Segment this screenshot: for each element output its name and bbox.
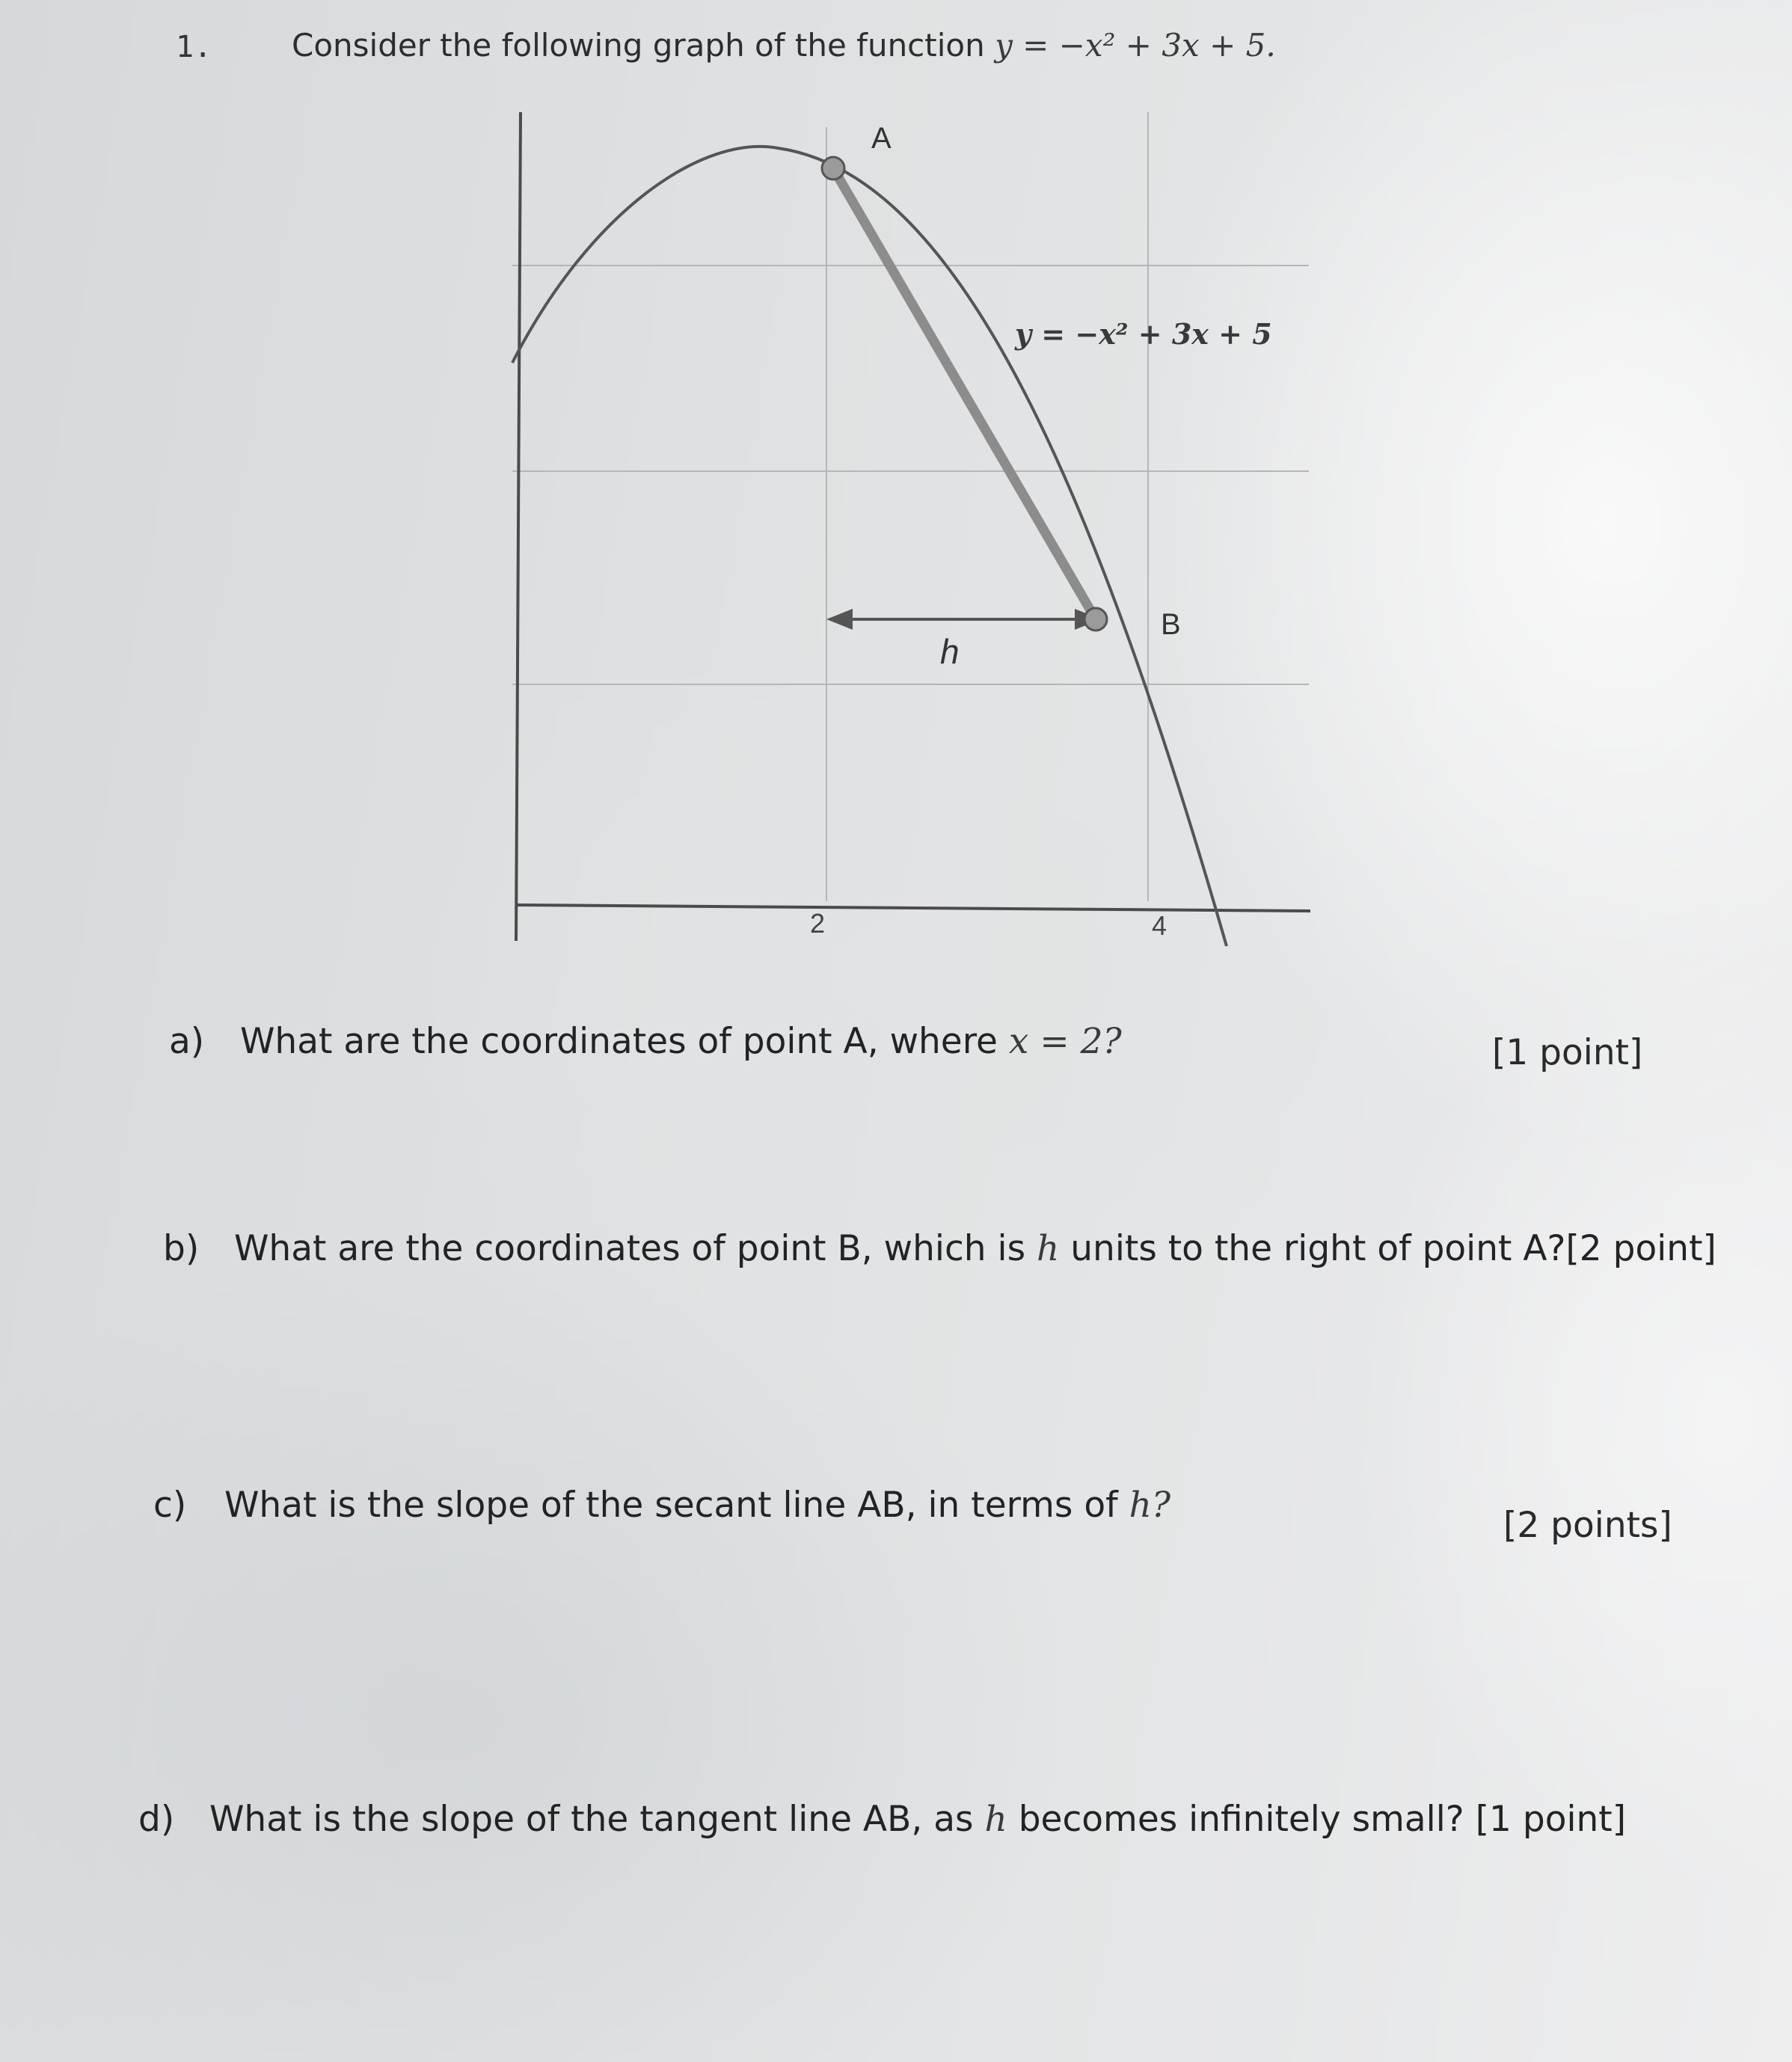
y-axis	[516, 112, 521, 941]
part-c-label: c)	[153, 1485, 187, 1526]
x-tick-label-2: 2	[810, 908, 826, 939]
part-c	[153, 1485, 1170, 1526]
part-d	[138, 1799, 1626, 1840]
part-b-text-suffix: units to the right of point A?[2 point]	[1070, 1228, 1716, 1269]
h-label: h	[940, 632, 960, 671]
part-c-points: [2 points]	[1503, 1505, 1672, 1546]
graph-axes	[516, 112, 1310, 941]
x-tick-label-4: 4	[1152, 910, 1167, 941]
point-b-marker	[1084, 608, 1107, 630]
part-a	[169, 1021, 1122, 1062]
x-axis	[516, 905, 1310, 911]
secant-line	[833, 168, 1096, 619]
part-a-text: What are the coordinates of point A, where	[239, 1021, 998, 1062]
curve-label: y = −x² + 3x + 5	[1015, 317, 1272, 351]
part-b-text-prefix: What are the coordinates of point B, which is	[233, 1228, 1026, 1269]
part-a-points: [1 point]	[1492, 1032, 1643, 1073]
part-b-label: b)	[163, 1228, 200, 1269]
part-b-math: h	[1037, 1228, 1060, 1269]
function-graph	[479, 105, 1324, 957]
point-a-marker	[822, 157, 844, 179]
arrowhead-left	[826, 609, 853, 630]
graph-grid	[512, 112, 1309, 901]
part-a-math: x = 2?	[1008, 1021, 1122, 1062]
point-a-label: A	[871, 122, 892, 155]
question-text: Consider the following graph of the function	[292, 27, 985, 64]
part-d-label: d)	[138, 1799, 175, 1840]
part-d-math: h	[984, 1799, 1007, 1840]
point-b-label: B	[1161, 608, 1181, 641]
h-arrow	[826, 609, 1101, 630]
part-b	[163, 1228, 1716, 1269]
part-d-text-prefix: What is the slope of the tangent line AB, as	[209, 1799, 974, 1840]
part-c-text: What is the slope of the secant line AB, in terms of	[224, 1485, 1118, 1526]
question-function: y = −x² + 3x + 5.	[995, 27, 1276, 64]
part-a-label: a)	[169, 1021, 205, 1062]
question-prompt	[292, 27, 1276, 64]
parabola-curve	[512, 147, 1227, 946]
part-d-text-suffix: becomes infinitely small? [1 point]	[1018, 1799, 1627, 1840]
part-c-math: h?	[1129, 1485, 1171, 1526]
question-number: 1.	[176, 30, 212, 64]
